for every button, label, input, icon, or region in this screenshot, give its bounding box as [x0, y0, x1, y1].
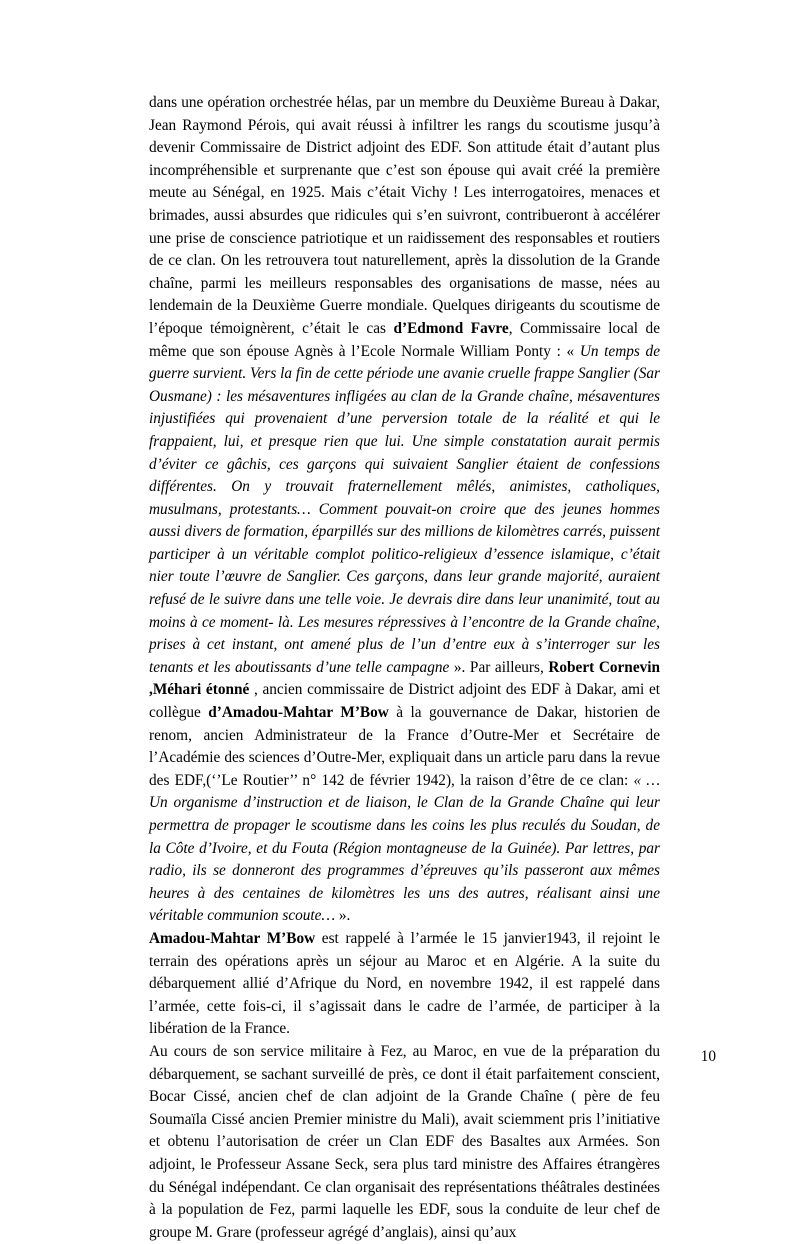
text-run-normal: dans une opération orchestrée hélas, par un membre du Deuxième Bureau à Dakar, Jean Raymond Pérois, qui avait réussi à infiltrer les rangs du scoutisme jusqu’à devenir Commissaire de District adjoint des EDF. Son attitude était d’autant plus incompréhensible et surprenante que c’est son épouse qui avait créé la première meute au Sénégal, en 1925. Mais c’était Vichy ! Les interrogatoires, menaces et brimades, aussi absurdes que ridicules qui s’en suivront, contribueront à accélérer une prise de conscience patriotique et un raidissement des responsables et routiers de ce clan. On les retrouvera tout naturellement, après la dissolution de la Grande chaîne, parmi les meilleurs responsables des organisations de masse, nées au lendemain de la Deuxième Guerre mondiale. Quelques dirigeants du scoutisme de l’époque témoignèrent, c’était le cas: [149, 94, 660, 337]
text-run-normal: Au cours de son service militaire à Fez, au Maroc, en vue de la préparation du débarquement, se sachant surveillé de près, ce dont il était parfaitement conscient, Bocar Cissé, ancien chef de clan adjoint de la Grande Chaîne ( père de feu Soumaïla Cissé ancien Premier ministre du Mali), avait sciemment pris l’initiative et obtenu l’autorisation de créer un Clan EDF des Basaltes aux Armées. Son adjoint, le Professeur Assane Seck, sera plus tard ministre des Affaires étrangères du Sénégal indépendant. Ce clan organisait des représentations théâtrales destinées à la population de Fez, parmi laquelle les EDF, sous la conduite de leur chef de groupe M. Grare (professeur agrégé d’anglais), ainsi qu’aux: [149, 1042, 660, 1241]
text-run-normal: , ancien commissaire de District adjoint des EDF à Dakar, ami et collègue: [149, 681, 660, 722]
text-run-bold: Amadou-Mahtar M’Bow: [149, 929, 316, 947]
paragraph: [149, 928, 660, 1041]
paragraph: [149, 1041, 660, 1244]
text-run-normal: ». Par ailleurs,: [453, 658, 549, 676]
text-run-normal: , Commissaire local de même que son épouse Agnès à l’Ecole Normale William Ponty : «: [149, 319, 660, 360]
page-number: 10: [700, 1048, 716, 1065]
text-run-normal: ».: [338, 907, 351, 925]
page-body-text: [149, 92, 660, 1244]
paragraph: [149, 92, 660, 928]
text-run-italic: Un temps de guerre survient. Vers la fin de cette période une avanie cruelle frappe Sanglier (Sar Ousmane) : les mésaventures infligées au clan de la Grande chaîne, mésaventures injustifiées qui provenaient d’une perversion totale de la réalité et qui le frappaient, lui, et presque rien que lui. Une simple constatation aurait permis d’éviter ce gâchis, ces garçons qui suivaient Sanglier étaient de confessions différentes. On y trouvait fraternellement mêlés, animistes, catholiques, musulmans, protestants… Comment pouvait-on croire que des jeunes hommes aussi divers de formation, éparpillés sur des millions de kilomètres carrés, puissent participer à un véritable complot politico-religieux d’essence islamique, c’était nier toute l’œuvre de Sanglier. Ces garçons, dans leur grande majorité, auraient refusé de le suivre dans une telle voie. Je devrais dire dans leur unanimité, tout au moins à ce moment- là. Les mesures répressives à l’encontre de la Grande chaîne, prises à cet instant, ont amené plus de l’un d’entre eux à s’interroger sur les tenants et les aboutissants d’une telle campagne: [149, 342, 660, 676]
text-run-bold: Robert Cornevin ,Méhari étonné: [149, 658, 661, 699]
text-run-bold: d’Amadou-Mahtar M’Bow: [208, 704, 389, 722]
text-run-bold: d’Edmond Favre: [393, 319, 509, 337]
text-run-normal: à la gouvernance de Dakar, historien de renom, ancien Administrateur de la France d’Outre-Mer et Secrétaire de l’Académie des sciences d’Outre-Mer, expliquait dans un article paru dans la revue des EDF,(‘’Le Routier’’ n° 142 de février 1942), la raison d’être de ce clan:: [149, 704, 661, 789]
text-run-normal: est rappelé à l’armée le 15 janvier1943, il rejoint le terrain des opérations après un séjour au Maroc et en Algérie. A la suite du débarquement allié d’Afrique du Nord, en novembre 1942, il est rappelé dans l’armée, cette fois-ci, il s’agissait dans le cadre de l’armée, de participer à la libération de la France.: [149, 929, 660, 1038]
text-run-italic: « … Un organisme d’instruction et de liaison, le Clan de la Grande Chaîne qui leur permettra de propager le scoutisme dans les coins les plus reculés du Soudan, de la Côte d’Ivoire, et du Fouta (Région montagneuse de la Guinée). Par lettres, par radio, ils se donneront des programmes d’épreuves qu’ils passeront aux mêmes heures à des centaines de kilomètres les uns des autres, réalisant ainsi une véritable communion scoute…: [149, 771, 660, 925]
